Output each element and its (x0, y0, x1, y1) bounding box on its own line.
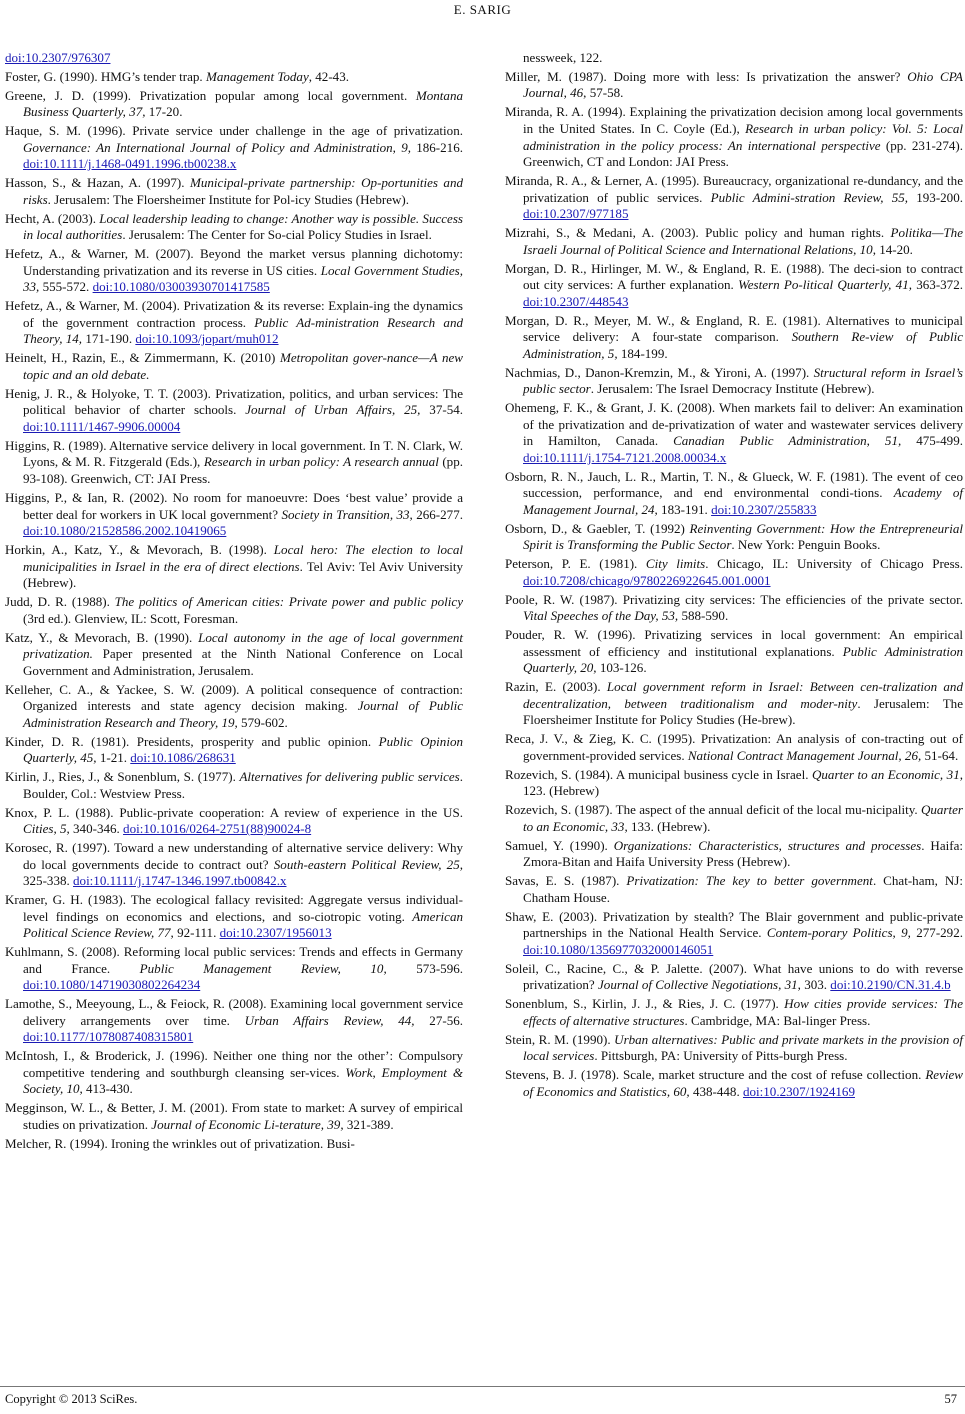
reference-text: . Pittsburgh, PA: University of Pitts-burgh Press. (594, 1048, 848, 1064)
reference-source: Society in Transition, 33, (281, 506, 413, 522)
reference-entry (505, 996, 963, 1029)
reference-entry (505, 873, 963, 906)
reference-text: 340-346. (69, 821, 124, 837)
reference-text: Melcher, R. (1994). Ironing the wrinkles out of privatization. Busi- (5, 1135, 355, 1151)
reference-entry (505, 365, 963, 398)
reference-source: Public Administration Quarterly, 20, (523, 643, 963, 676)
footer-divider (0, 1386, 965, 1387)
reference-source: Academy of Management Journal, 24, (523, 485, 963, 517)
reference-source: Public Management Review, 10, (139, 960, 387, 976)
reference-text: 133. (Hebrew). (627, 818, 711, 834)
reference-text: 277-292. (910, 925, 963, 941)
reference-source: Work, Employment & Society, 10, (23, 1064, 463, 1097)
reference-entry (505, 521, 963, 554)
reference-text: . Jerusalem: The Floersheimer Institute for Policy Studies (He-brew). (523, 695, 963, 728)
reference-entry (5, 1048, 463, 1098)
reference-text: Stevens, B. J. (1978). Scale, market structure and the cost of refuse collection. (505, 1067, 926, 1083)
doi-link[interactable]: doi:10.1177/1078087408315801 (23, 1029, 194, 1045)
doi-link[interactable]: doi:10.1016/0264-2751(88)90024-8 (123, 821, 312, 837)
reference-source: Local leadership leading to change: Another way is possible. Success in local authorities (23, 210, 463, 243)
reference-source: Quarter to an Economic, 33, (523, 802, 963, 834)
reference-text: 17-20. (145, 104, 183, 120)
reference-text: Paper presented at the Ninth National Conference on Local Government and Administration, Jerusalem. (23, 646, 463, 678)
reference-entry (5, 542, 463, 592)
reference-source: Reinventing Government: How the Entrepreneurial Spirit is Transforming the Public Sector (523, 520, 963, 553)
doi-link[interactable]: doi:10.2307/1924169 (742, 1083, 855, 1099)
reference-text: 303. (800, 977, 831, 993)
reference-text: Hecht, A. (2003). (5, 210, 100, 226)
doi-link[interactable]: doi:10.2307/1956013 (219, 925, 332, 941)
reference-source: Vital Speeches of the Day, 53, (523, 608, 679, 624)
reference-source: Public Opinion Quarterly, 45, (23, 733, 463, 766)
reference-entry (505, 313, 963, 363)
reference-text: Razin, E. (2003). (505, 679, 607, 695)
reference-entry (505, 1067, 963, 1100)
reference-text: (pp. 231-274). Greenwich, CT and London: JAI Press. (523, 137, 963, 170)
reference-entry (505, 592, 963, 625)
reference-text: Rozevich, S. (1984). A municipal business cycle in Israel. (505, 766, 812, 782)
reference-source: Metropolitan gover-nance—A new topic and an old debate. (23, 350, 464, 382)
reference-source: Municipal-private partnership: Op-portunities and risks (23, 175, 463, 207)
doi-link[interactable]: doi:10.1111/j.1754-7121.2008.00034.x (523, 449, 727, 465)
reference-source: Local autonomy in the age of local government privatization. (23, 629, 464, 662)
reference-text: Pouder, R. W. (1996). Privatizing services in local government: An empirical assessment of efficiency and institutional explanations. (505, 627, 963, 659)
reference-text: Morgan, D. R., Meyer, M. W., & England, R. E. (1981). Alternatives to municipal service delivery: A four-state comparison. (505, 312, 963, 345)
reference-text: Stein, R. M. (1990). (505, 1031, 615, 1047)
reference-entry (505, 627, 963, 677)
doi-link[interactable]: doi:10.2190/CN.31.4.b (830, 977, 951, 993)
doi-link[interactable]: doi:10.2307/976307 (5, 50, 111, 65)
reference-text: Morgan, D. R., Hirlinger, M. W., & England, R. E. (1988). The deci-sion to contract out city services: A further explanation. (505, 260, 963, 293)
reference-text: Megginson, W. L., & Better, J. M. (2001). From state to market: A survey of empirical studies on privatization. (5, 1100, 463, 1132)
reference-source: City limits (645, 556, 706, 572)
reference-entry (5, 769, 463, 802)
reference-text: . Haifa: Zmora-Bitan and Haifa University Press (Hebrew). (523, 837, 964, 870)
reference-entry (5, 944, 463, 994)
reference-entry (505, 400, 963, 466)
reference-entry (505, 50, 963, 67)
reference-entry (505, 767, 963, 800)
reference-text: Peterson, P. E. (1981). (505, 556, 646, 572)
reference-entry (5, 1136, 463, 1153)
reference-entry (505, 838, 963, 871)
references-column-left (5, 50, 463, 1155)
reference-text: Hefetz, A., & Warner, M. (2004). Privatization & its reverse: Explain-ing the dynamics of the government contraction process. (5, 298, 463, 330)
reference-entry (5, 840, 463, 890)
reference-text: 266-277. (412, 506, 463, 522)
reference-entry (5, 490, 463, 540)
reference-text: Reca, J. V., & Zieg, K. C. (1995). Privatization: An analysis of con-tracting out of government-provided services. (505, 731, 963, 763)
reference-source: Journal of Collective Negotiations, 31, (598, 977, 801, 993)
reference-text: Poole, R. W. (1987). Privatizing city services: The efficiencies of the private sector. (505, 591, 963, 607)
reference-text: 1-21. (96, 750, 131, 766)
reference-entry (5, 805, 463, 838)
doi-link[interactable]: doi:10.1080/1356977032000146051 (523, 941, 714, 957)
reference-text: Osborn, D., & Gaebler, T. (1992) (505, 520, 690, 536)
reference-text: 27-56. (414, 1012, 463, 1028)
reference-text: Horkin, A., Katz, Y., & Mevorach, B. (1998). (5, 542, 274, 557)
reference-source: Research in urban policy: A research annual (203, 454, 439, 470)
reference-text: Rozevich, S. (1987). The aspect of the annual deficit of the local mu-nicipality. (505, 802, 921, 818)
reference-text: Ohemeng, F. K., & Grant, J. K. (2008). When markets fail to deliver: An examination of the privatization and de-privatization of water and wastewater services delivery in Hamilton, Canada. (505, 400, 963, 449)
reference-entry (505, 802, 963, 835)
reference-text: Nachmias, D., Danon-Kremzin, M., & Yironi, A. (1997). (505, 364, 814, 380)
reference-source: Western Po-litical Quarterly, 41, (738, 277, 912, 293)
reference-text: 184-199. (617, 345, 668, 361)
reference-source: Journal of Public Administration Research and Theory, 19, (23, 698, 463, 730)
reference-text: Korosec, R. (1997). Toward a new understanding of alternative service delivery: Why do local governments decide to contract out? (5, 840, 463, 872)
reference-text: Judd, D. R. (1988). (5, 594, 115, 610)
footer-copyright: Copyright © 2013 SciRes. (5, 1392, 138, 1406)
reference-entry (505, 679, 963, 729)
reference-text: 123. (Hebrew) (523, 783, 600, 799)
reference-text: Miller, M. (1987). Doing more with less: Is privatization the answer? (505, 68, 908, 84)
reference-source: Research in urban policy: Vol. 5: Local administration in the policy process: An international perspective (523, 120, 963, 153)
reference-source: South-eastern Political Review, 25, (273, 856, 463, 872)
reference-entry (5, 69, 463, 86)
reference-entry (5, 50, 463, 67)
reference-text: 475-499. (901, 433, 963, 449)
reference-source: Journal of Urban Affairs, 25, (245, 402, 421, 418)
reference-entry (5, 594, 463, 627)
reference-text: 51-64. (921, 747, 959, 763)
doi-link[interactable]: doi:10.2307/977185 (523, 206, 629, 222)
reference-entry (5, 1100, 463, 1133)
reference-text: 413-430. (82, 1081, 133, 1097)
reference-text: . Jerusalem: The Floersheimer Institute for Pol-icy Studies (Hebrew). (47, 191, 410, 207)
reference-text: Soleil, C., Racine, C., & P. Jalette. (2007). What have unions to do with reverse privatization? (505, 960, 963, 993)
reference-text: Higgins, P., & Ian, R. (2002). No room for manoeuvre: Does ‘best value’ provide a better deal for workers in UK local government? (5, 489, 463, 522)
reference-entry (505, 961, 963, 994)
reference-text: McIntosh, I., & Broderick, J. (1996). Neither one thing nor the other’: Compulsory competitive tendering and southburgh cleansing ser-vices. (5, 1048, 463, 1080)
reference-source: Public Admini-stration Review, 55, (710, 189, 909, 205)
reference-entry (5, 630, 463, 680)
references-column-right (505, 50, 963, 1103)
reference-text: 573-596. (386, 960, 463, 976)
reference-entry (505, 1032, 963, 1065)
reference-entry (505, 261, 963, 311)
reference-source: Politika—The Israeli Journal of Political Science and International Relations, 10 (523, 225, 963, 257)
doi-link[interactable]: doi:10.7208/chicago/9780226922645.001.0001 (523, 572, 771, 588)
reference-text: Henig, J. R., & Holyoke, T. T. (2003). Privatization, politics, and urban services: The political behavior of charter schools. (5, 385, 463, 418)
reference-text: Katz, Y., & Mevorach, B. (1990). (5, 629, 199, 645)
doi-link[interactable]: doi:10.2307/448543 (523, 293, 629, 309)
reference-text: 555-572. (39, 279, 93, 295)
reference-source: Quarter to an Economic, 31, (811, 766, 963, 782)
reference-text: . Tel Aviv: Tel Aviv University (Hebrew). (23, 558, 464, 591)
reference-source: The politics of American cities: Private power and public policy (114, 594, 463, 610)
reference-text: Hasson, S., & Hazan, A. (1997). (5, 175, 191, 191)
reference-source: Public Ad-ministration Research and Theory, 14, (23, 314, 463, 347)
reference-source: Local Government Studies, 33, (23, 262, 464, 295)
reference-text: Greene, J. D. (1999). Privatization popular among local government. (5, 87, 416, 103)
reference-text: 579-602. (237, 714, 288, 730)
reference-source: National Contract Management Journal, 26, (687, 747, 922, 763)
reference-text: Lamothe, S., Meeyoung, L., & Feiock, R. (2008). Examining local government service delivery arrangements over time. (5, 996, 463, 1028)
reference-text: Higgins, R. (1989). Alternative service delivery in local government. In T. N. Clark, W. Lyons, & M. R. Fitzgerald (Eds.), (5, 437, 463, 470)
reference-text: (3rd ed.). Glenview, IL: Scott, Foresman. (23, 610, 239, 626)
reference-source: Alternatives for delivering public services (239, 769, 460, 785)
reference-source: Southern Re-view of Public Administration, 5, (523, 329, 964, 361)
reference-entry (5, 996, 463, 1046)
reference-entry (505, 225, 963, 258)
reference-entry (505, 104, 963, 170)
reference-text: . New York: Penguin Books. (731, 537, 881, 553)
reference-entry (505, 731, 963, 764)
reference-text: 321-389. (343, 1116, 394, 1132)
doi-link[interactable]: doi:10.1093/jopart/muh012 (135, 331, 279, 347)
doi-link[interactable]: doi:10.1111/j.1468-0491.1996.tb00238.x (23, 156, 237, 172)
reference-text: nessweek, 122. (523, 50, 603, 65)
reference-text: Miranda, R. A. (1994). Explaining the privatization decision among local governments in the United States. In C. Coyle (Ed.), (505, 104, 963, 136)
reference-text: 193-200. (908, 189, 963, 205)
reference-entry (505, 556, 963, 589)
reference-text: . Cambridge, MA: Bal-linger Press. (684, 1012, 871, 1028)
reference-text: 325-338. (23, 873, 74, 889)
reference-text: 186-216. (410, 139, 463, 155)
reference-source: Urban Affairs Review, 44, (244, 1012, 415, 1028)
doi-link[interactable]: doi:10.2307/255833 (711, 501, 817, 517)
reference-text: Heinelt, H., Razin, E., & Zimmermann, K. (2010) (5, 350, 281, 366)
reference-source: Organizations: Characteristics, structures and processes (613, 837, 922, 853)
reference-entry (5, 298, 463, 348)
reference-source: Canadian Public Administration, 51, (673, 433, 902, 449)
reference-source: Montana Business Quarterly, 37, (23, 87, 463, 120)
reference-entry (5, 88, 463, 121)
reference-text: (pp. 93-108). Greenwich, CT: JAI Press. (23, 454, 463, 487)
doi-link[interactable]: doi:10.1111/j.1747-1346.1997.tb00842.x (73, 873, 287, 889)
reference-source: Management Today (205, 68, 309, 84)
reference-entry (505, 69, 963, 102)
reference-text: . Jerusalem: The Center for So-cial Policy Studies in Israel. (122, 227, 432, 243)
reference-text: Kirlin, J., Ries, J., & Sonenblum, S. (1977). (5, 769, 240, 785)
reference-text: Shaw, E. (2003). Privatization by stealth? The Blair government and public-private partnerships in the National Health Service. (505, 908, 963, 941)
reference-source: Journal of Economic Li-terature, 39, (151, 1116, 344, 1132)
reference-source: Cities, 5, (23, 821, 70, 837)
reference-text: Mizrahi, S., & Medani, A. (2003). Public policy and human rights. (505, 225, 891, 241)
reference-entry (5, 682, 463, 732)
page-number: 57 (944, 1392, 957, 1406)
reference-text: Foster, G. (1990). HMG’s tender trap. (5, 68, 206, 84)
reference-source: Structural reform in Israel’s public sector (523, 364, 963, 397)
reference-text: , 14-20. (872, 241, 913, 257)
reference-text: 588-590. (678, 608, 729, 624)
doi-link[interactable]: doi:10.1080/21528586.2002.10419065 (23, 523, 227, 539)
reference-source: Urban alternatives: Public and private markets in the provision of local services (523, 1031, 964, 1064)
reference-text: Haque, S. M. (1996). Private service under challenge in the age of privatization. (5, 123, 463, 139)
reference-text: 92-111. (173, 925, 220, 941)
reference-source: Governance: An International Journal of Policy and Administration, 9, (23, 139, 411, 155)
reference-text: Kuhlmann, S. (2008). Reforming local public services: Trends and effects in Germany and France. (5, 944, 463, 976)
doi-link[interactable]: doi:10.1086/268631 (130, 750, 236, 766)
reference-entry (505, 173, 963, 223)
reference-text: Savas, E. S. (1987). (505, 873, 627, 889)
reference-text: 171-190. (82, 331, 136, 347)
reference-entry (5, 211, 463, 244)
doi-link[interactable]: doi:10.1080/03003930701417585 (92, 279, 270, 295)
reference-entry (5, 175, 463, 208)
reference-text: 363-372. (911, 277, 963, 293)
reference-text: . Chicago, IL: University of Chicago Press. (705, 556, 963, 572)
reference-text: 103-126. (596, 660, 647, 676)
reference-text: 37-54. (420, 402, 463, 418)
reference-source: Local government reform in Israel: Between cen-tralization and decentralization, between traditionalism and moder-nity (523, 679, 963, 711)
running-header: E. SARIG (453, 2, 512, 17)
reference-source: Review of Economics and Statistics, 60, (523, 1067, 963, 1099)
reference-entry (505, 909, 963, 959)
reference-source: Local hero: The election to local municipalities in Israel in the era of direct elections (23, 542, 463, 574)
reference-text: Kramer, G. H. (1983). The ecological fallacy revisited: Aggregate versus individual-level findings on economics and elections, and so-ciotropic voting. (5, 892, 463, 924)
doi-link[interactable]: doi:10.1080/14719030802264234 (23, 977, 201, 993)
reference-text: Samuel, Y. (1990). (505, 837, 614, 853)
reference-text: Knox, P. L. (1988). Public-private cooperation: A review of experience in the US. (5, 804, 463, 820)
reference-text: Osborn, R. N., Jauch, L. R., Martin, T. N., & Glueck, W. F. (1981). The event of ceo succession, performance, and end environmental condi-tions. (505, 468, 963, 501)
doi-link[interactable]: doi:10.1111/1467-9906.00004 (23, 419, 181, 434)
reference-source: Privatization: The key to better government (626, 873, 873, 889)
reference-entry (5, 350, 463, 383)
reference-text: 438-448. (689, 1083, 743, 1099)
reference-text: Kelleher, C. A., & Yackee, S. W. (2009). A political consequence of contraction: Organized interests and state agency decision making. (5, 681, 463, 714)
reference-text: Sonenblum, S., Kirlin, J. J., & Ries, J. C. (1977). (505, 996, 785, 1012)
reference-entry (5, 438, 463, 488)
reference-text: . Chat-ham, NJ: Chatham House. (523, 873, 963, 905)
reference-text: Hefetz, A., & Warner, M. (2007). Beyond the market versus planning dichotomy: Understanding privatization and its reverse in US cities. (5, 246, 463, 278)
reference-entry (5, 734, 463, 767)
reference-text: . Jerusalem: The Israel Democracy Institute (Hebrew). (590, 381, 875, 397)
reference-entry (5, 892, 463, 942)
reference-entry (5, 123, 463, 173)
reference-entry (5, 386, 463, 436)
reference-entry (5, 246, 463, 296)
reference-text: 183-191. (657, 501, 712, 517)
reference-text: Kinder, D. R. (1981). Presidents, prosperity and public opinion. (5, 733, 379, 749)
reference-source: Ohio CPA Journal, 46 (523, 68, 963, 101)
reference-text: , 57-58. (583, 85, 624, 101)
reference-source: How cities provide services: The effects of alternative structures (523, 996, 963, 1028)
reference-text: . Boulder, Col.: Westview Press. (23, 769, 463, 801)
reference-text: Miranda, R. A., & Lerner, A. (1995). Bureaucracy, organizational re-dundancy, and the privatization of public services. (505, 173, 963, 205)
reference-source: Contem-porary Politics, 9, (766, 925, 911, 941)
reference-text: , 42-43. (308, 68, 349, 84)
reference-entry (505, 469, 963, 519)
reference-source: American Political Science Review, 77, (23, 908, 463, 941)
